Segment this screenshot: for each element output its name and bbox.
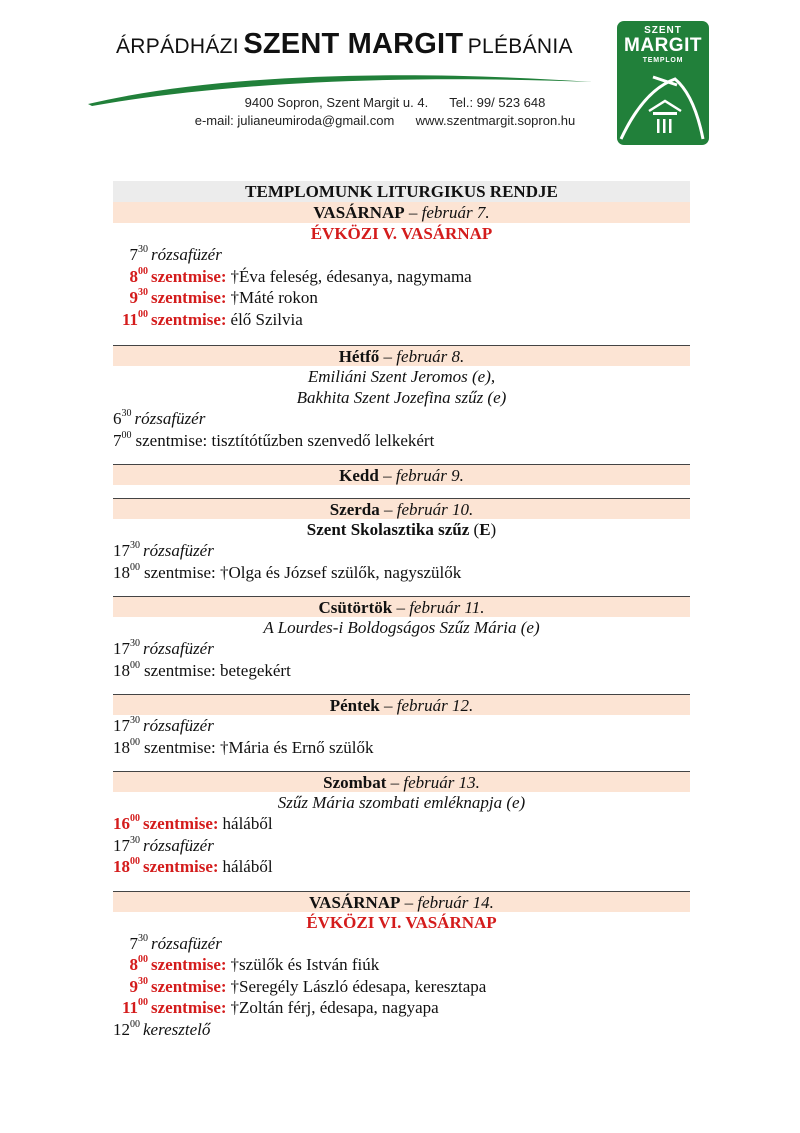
parish-title (116, 28, 596, 61)
day-header-thursday: Csütörtök – február 11. (113, 596, 690, 617)
logo-line1: SZENT (644, 25, 682, 36)
event-row: $9^{30}$ szentmise: †Máté rokon (129, 287, 318, 307)
website[interactable]: www.szentmargit.sopron.hu (415, 113, 576, 128)
day-header-friday: Péntek – február 12. (113, 694, 690, 715)
church-icon (617, 65, 709, 145)
event-row: $18^{00}$ szentmise: †Olga és József szülők, nagyszülők (113, 561, 462, 582)
day-header-tuesday: Kedd – február 9. (113, 464, 690, 485)
feast-line: Emiliáni Szent Jeromos (e), (307, 367, 496, 386)
logo-line2: MARGIT (624, 35, 702, 56)
event-row: $8^{00}$ szentmise: †Éva feleség, édesanya, nagymama (129, 265, 472, 286)
day-header-sunday-feb7: VASÁRNAP – február 7. (113, 202, 690, 223)
day-header-saturday: Szombat – február 13. (113, 771, 690, 792)
event-row: $6^{30}$ rózsafüzér (113, 408, 206, 428)
event-row: $17^{30}$ rózsafüzér (113, 638, 214, 658)
event-row: $18^{00}$ szentmise: háláből (113, 856, 273, 876)
feast-line: Bakhita Szent Jozefina szűz (e) (296, 388, 507, 407)
event-row: $17^{30}$ rózsafüzér (113, 834, 214, 855)
phone: Tel.: 99/ 523 648 (449, 95, 546, 110)
sunday-name: ÉVKÖZI V. VASÁRNAP (310, 224, 493, 243)
address: 9400 Sopron, Szent Margit u. 4. (244, 95, 429, 110)
day-header-monday: Hétfő – február 8. (113, 345, 690, 366)
title-main: SZENT MARGIT (243, 28, 464, 60)
event-row: $9^{30}$ szentmise: †Seregély László édesapa, keresztapa (129, 975, 487, 996)
email[interactable]: e-mail: julianeumiroda@gmail.com (194, 113, 395, 128)
feast-line: Szűz Mária szombati emléknapja (e) (277, 793, 526, 812)
event-row: $18^{00}$ szentmise: †Mária és Ernő szülők (113, 736, 374, 757)
church-logo (617, 21, 709, 145)
event-row: $7^{30}$ rózsafüzér (129, 932, 222, 953)
event-row: $11^{00}$ szentmise: †Zoltán férj, édesapa, nagyapa (121, 997, 439, 1017)
event-row: $12^{00}$ keresztelő (113, 1018, 211, 1039)
event-row: $16^{00}$ szentmise: háláből (113, 813, 273, 833)
schedule-title: TEMPLOMUNK LITURGIKUS RENDJE (113, 181, 690, 202)
event-row: $17^{30}$ rózsafüzér (113, 715, 214, 735)
sunday-name: ÉVKÖZI VI. VASÁRNAP (306, 912, 497, 932)
title-prefix: ÁRPÁDHÁZI (116, 35, 239, 58)
event-row: $7^{30}$ rózsafüzér (129, 244, 222, 264)
liturgical-schedule (113, 181, 690, 1040)
event-row: $11^{00}$ szentmise: élő Szilvia (121, 308, 303, 329)
feast-line: A Lourdes-i Boldogságos Szűz Mária (e) (263, 618, 540, 637)
event-row: $18^{00}$ szentmise: betegekért (113, 659, 291, 680)
event-row: $17^{30}$ rózsafüzér (113, 540, 214, 560)
event-row: $8^{00}$ szentmise: †szülők és István fiúk (129, 954, 380, 974)
event-row: $7^{00}$ szentmise: tisztítótűzben szenvedő lelkekért (113, 429, 435, 450)
title-suffix: PLÉBÁNIA (467, 35, 573, 58)
feast-line: Szent Skolasztika szűz (E) (306, 520, 497, 539)
day-header-sunday-feb14: VASÁRNAP – február 14. (113, 891, 690, 912)
logo-line3: TEMPLOM (642, 57, 684, 64)
day-header-wednesday: Szerda – február 10. (113, 498, 690, 519)
